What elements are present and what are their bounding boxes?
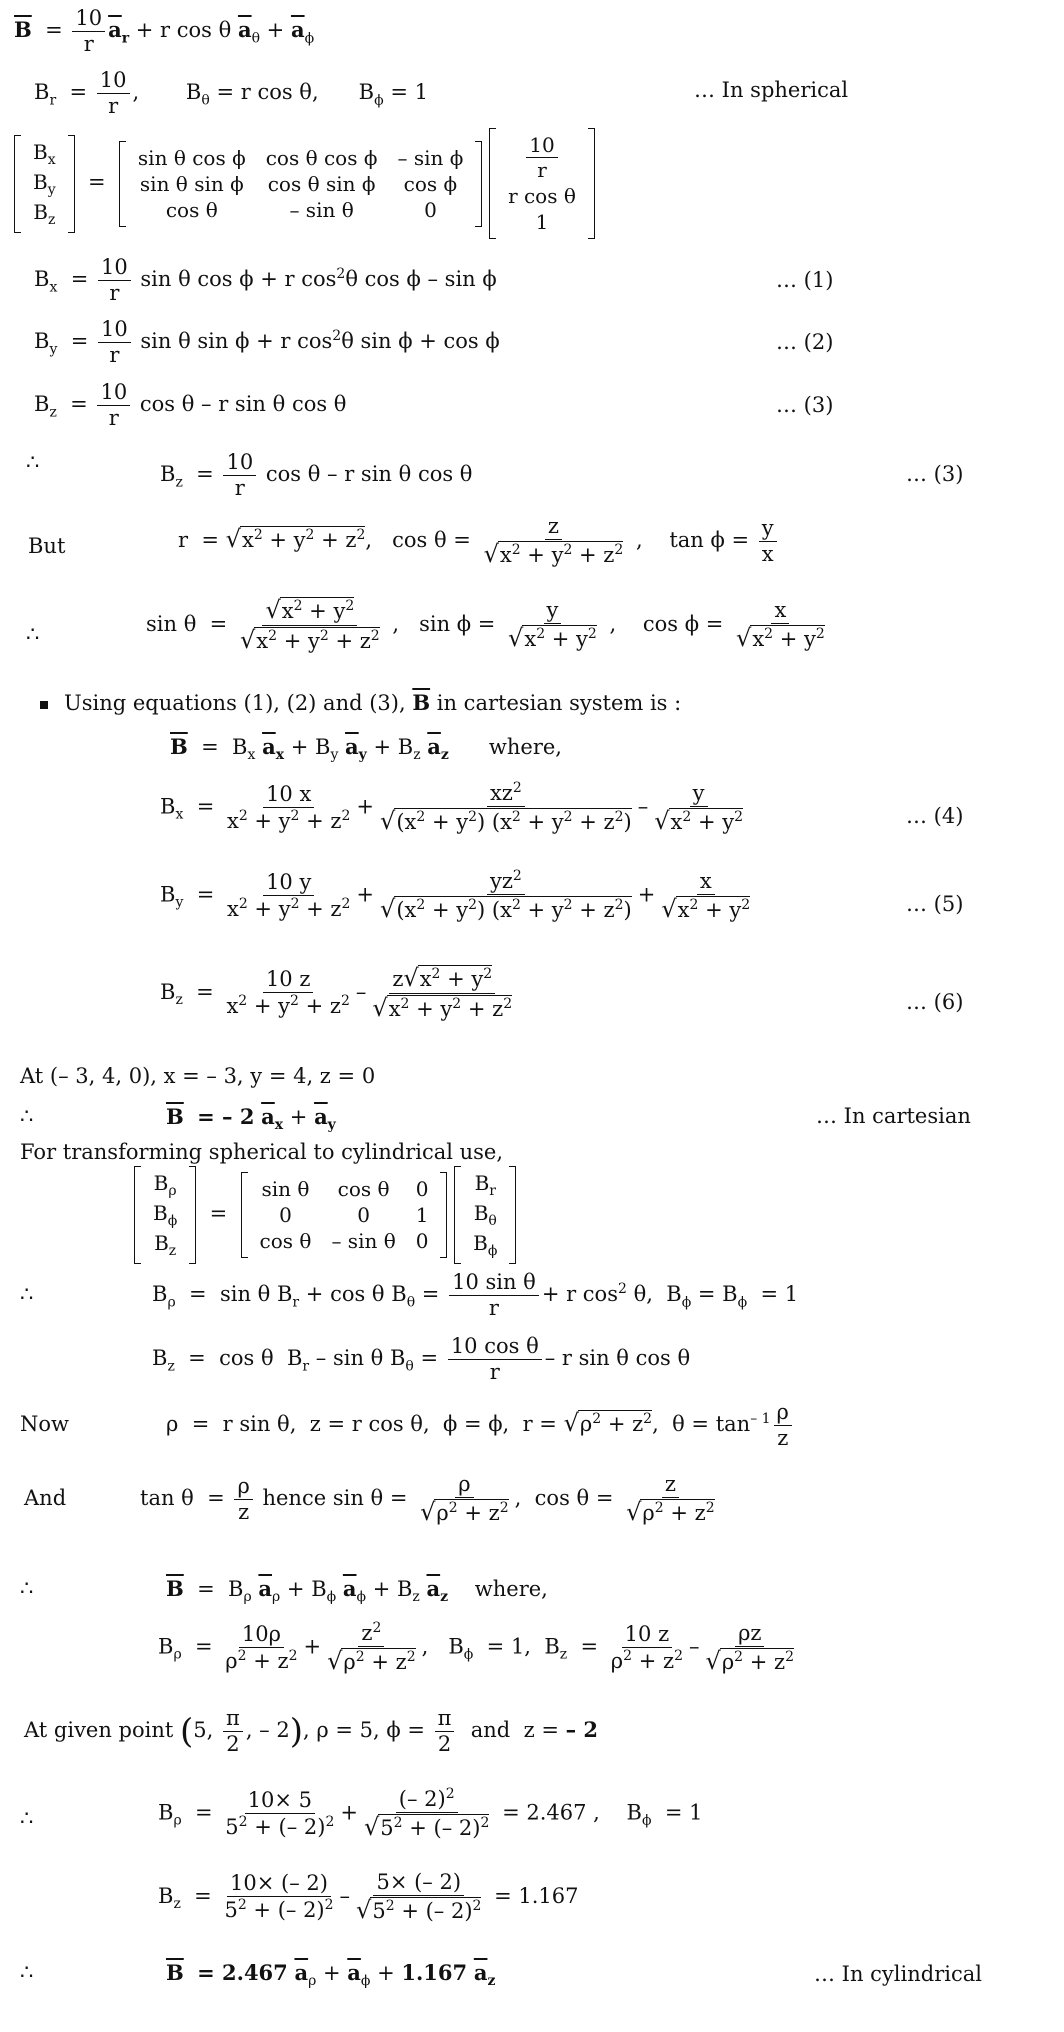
eq-Bz-cartesian: $B_z$ = $\frac{10 z}{x^2 + y^2 + z^2}$ – $\frac{z√x^2 + y^2}{√x^2 + y^2 + z^2}$	[160, 964, 513, 1022]
label-eq3: … (3)	[776, 393, 834, 417]
label-in-cartesian: … In cartesian	[816, 1104, 971, 1128]
label-eq3b: … (3)	[906, 462, 964, 486]
eq-B-cylindrical-form: ∴ $\overline{B} = B_\rho$ $\overline{a}_\rho + B_\phi$ $\overline{a}_\phi + B_z$ $\overline{a}_z$ where,	[20, 1576, 548, 1606]
label-in-spherical: … In spherical	[694, 78, 849, 102]
eq-Bz: $B_z$ = $\frac{10}{r}$ cos θ – r sin θ cos θ	[34, 380, 347, 431]
eq-B-cartesian-result: ∴ $\overline{B}$ = – 2 $\overline{a}_x + \overline{a}_y$	[20, 1104, 336, 1134]
label-eq1: … (1)	[776, 268, 834, 292]
label-eq6: … (6)	[906, 990, 964, 1014]
eq-therefore-sin: ∴ sin θ = $\frac{√x^2 + y^2}{√x^2 + y^2 + z^2}$ , sin ϕ = $\frac{y}{√x^2 + y^2}$ , cos ϕ = $\frac{x}{√x^2 + y^2}$	[26, 596, 825, 654]
eq-Brho-general: ∴ $B_\rho = \sin \theta$ $B_r + \cos \theta$ $B_\theta$ = $\frac{\text{10 sin θ}}{r}$ + r $\cos^2 \theta$, $B_\phi = B_\phi = 1$	[20, 1270, 799, 1321]
bullet-using-equations: Using equations (1), (2) and (3), $\overline{B}$ in cartesian system is :	[40, 690, 681, 715]
eq-but-r: But $r = √x^2 + y^2 + z^2$, cos θ = $\frac{z}{√x^2 + y^2 + z^2}$ , tan ϕ = $\frac{y}{x}$	[28, 514, 65, 558]
matrix-transform-cylindrical: $B_\rho$ $B_\phi$ $B_z$ = sin θ cos θ 0 0 0 1 cos θ – sin θ 0 $B_r$ $B_\theta$ $B_\phi$	[134, 1166, 516, 1264]
eq-Brho-numeric: ∴ $B_\rho$ = $\frac{10\times 5}{5^2 + (- 2)^2}$ + $\frac{(- 2)^2}{√5^2 + (- 2)^2}$ = 2.467 , $B_\phi = 1$	[20, 1786, 703, 1842]
text-at-point: At (– 3, 4, 0), x = – 3, y = 4, z = 0	[20, 1064, 376, 1088]
label-eq2: … (2)	[776, 330, 834, 354]
label-in-cylindrical: … In cylindrical	[814, 1962, 982, 1986]
text-for-transforming: For transforming spherical to cylindrical use,	[20, 1140, 504, 1164]
eq-B-cartesian-form: $\overline{B} = B_x$ $\overline{a}_x + B_y$ $\overline{a}_y + B_z$ $\overline{a}_z$ where,	[170, 734, 562, 764]
eq-now-rho: Now ρ = r sin θ, z = r cos θ, ϕ = ϕ, $r = √\rho^2 + z^2$, $\theta = \tan^{- 1}$ $\frac{\rho}{z}$	[20, 1400, 69, 1436]
eq-Brho-cylindrical: $B_\rho$ = $\frac{10\rho}{\rho^2 + z^2}$ + $\frac{z^2}{√\rho^2 + z^2}$ , $B_\phi = 1$, $B_z$ = $\frac{10 z}{\rho^2 + z^2}$ – $\frac{\rho z}{√\rho^2 + z^2}$	[158, 1620, 795, 1676]
eq-By: $B_y$ = $\frac{10}{r}$ sin θ sin ϕ + r $\cos^2\theta$ sin ϕ + cos ϕ	[34, 317, 500, 368]
eq-components-spherical: $B_r$ = $\frac{10}{r}$ , $B_\theta = r$ cos θ, $B_\phi = 1$	[34, 68, 428, 119]
eq-and-tan: And tan θ = $\frac{\rho}{z}$ hence sin θ = $\frac{\rho}{√\rho^2 + z^2}$ , cos θ = $\frac{z}{√\rho^2 + z^2}$	[24, 1472, 715, 1527]
eq-therefore-Bz: ∴ $B_z$ = $\frac{10}{r}$ cos θ – r sin θ cos θ	[26, 450, 473, 501]
matrix-transform-cartesian: $B_x$ $B_y$ $B_z$ = sin θ cos ϕ cos θ cos ϕ – sin ϕ sin θ sin ϕ cos θ sin ϕ cos ϕ cos θ – sin θ 0 $\frac{10}{r}$ r cos θ 1	[14, 128, 595, 239]
label-eq4: … (4)	[906, 804, 964, 828]
eq-B-cylindrical-result: ∴ $\overline{B} = 2.467$ $\overline{a}_\rho + \overline{a}_\phi + 1.167$ $\overline{a}_z$	[20, 1960, 496, 1990]
eq-Bz-numeric: $B_z$ = $\frac{10\times (- 2)}{5^2 + (- 2)^2}$ – $\frac{5\times (- 2)}{√5^2 + (- 2)^2}$ = 1.167	[158, 1870, 579, 1925]
eq-By-cartesian: $B_y$ = $\frac{10 y}{x^2 + y^2 + z^2}$ + $\frac{yz^2}{√(x^2 + y^2) (x^2 + y^2 + z^2)}$ + $\frac{x}{√x^2 + y^2}$	[160, 868, 751, 924]
eq-B-spherical: $\overline{B}$ = $\frac{10}{r}$ $\overline{a}_r + r$ cos θ $\overline{a}_\theta + \overline{a}_\phi$	[14, 6, 315, 57]
eq-at-given-point: At given point (5, $\frac{\pi}{2}$ , – 2), ρ = 5, ϕ = $\frac{\pi}{2}$ and z = – 2	[24, 1706, 599, 1757]
eq-Bx: $B_x$ = $\frac{10}{r}$ sin θ cos ϕ + r $\cos^2\theta$ cos ϕ – sin ϕ	[34, 255, 497, 306]
eq-Bz-general: $B_z = \cos \theta$ $B_r$ – sin θ $B_\theta$ = $\frac{\text{10 cos θ}}{r}$ – r sin θ cos θ	[152, 1334, 691, 1385]
bullet-icon	[40, 701, 48, 709]
eq-Bx-cartesian: $B_x$ = $\frac{10 x}{x^2 + y^2 + z^2}$ + $\frac{xz^2}{√(x^2 + y^2) (x^2 + y^2 + z^2)}$ – $\frac{y}{√x^2 + y^2}$	[160, 780, 744, 836]
label-eq5: … (5)	[906, 892, 964, 916]
